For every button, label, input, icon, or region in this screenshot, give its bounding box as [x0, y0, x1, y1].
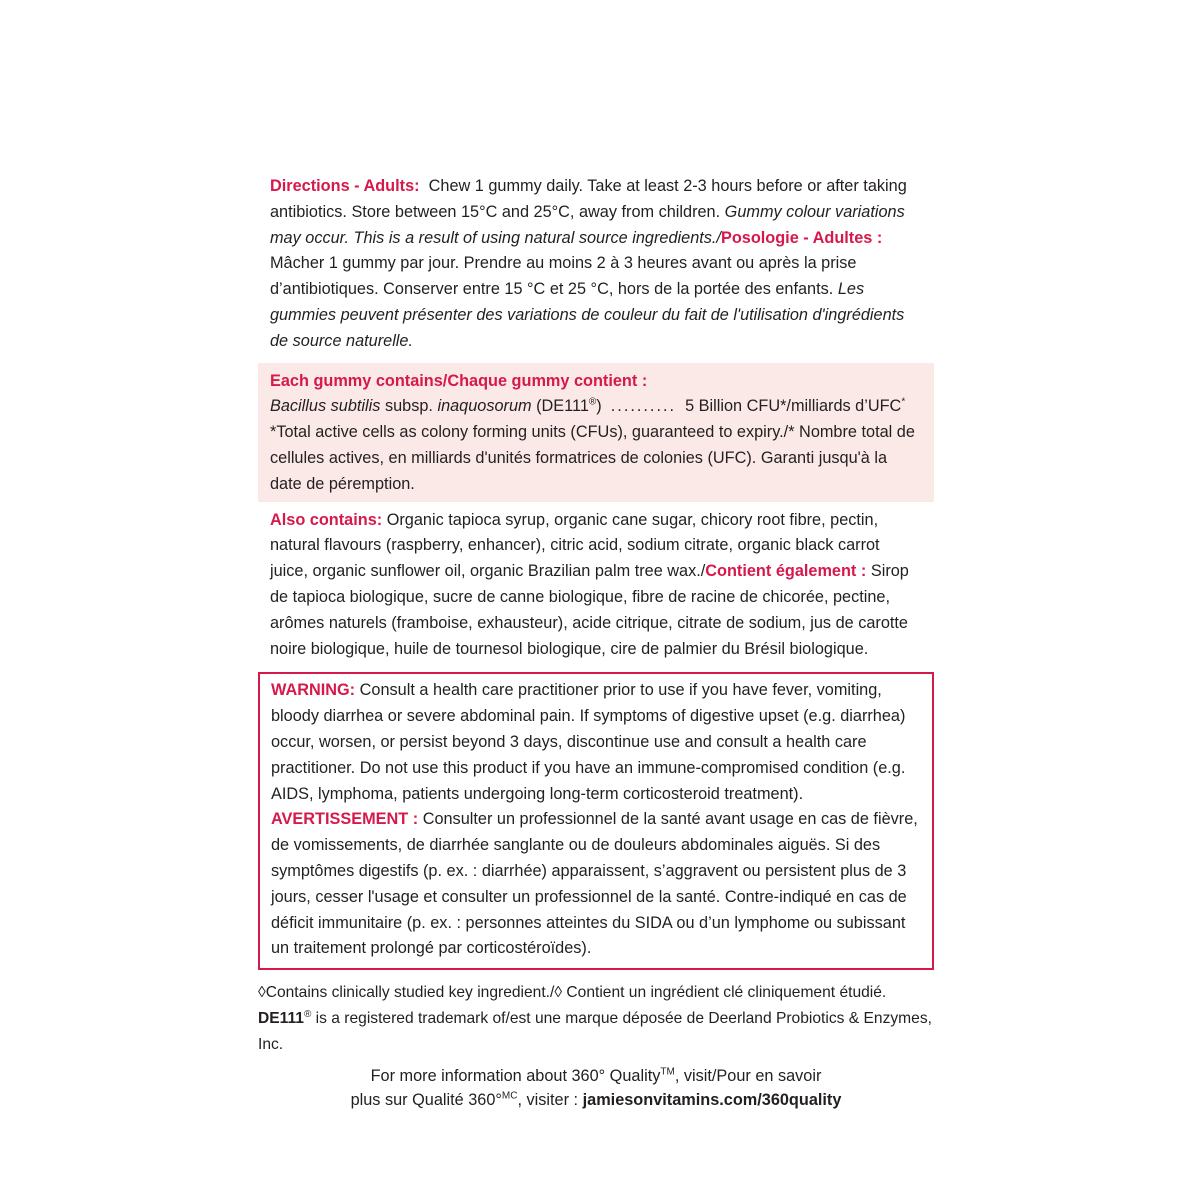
also-contains-heading: Also contains:: [270, 510, 383, 529]
leader-dots: ..........: [610, 397, 677, 416]
ingredient-species: inaquosorum: [437, 397, 532, 416]
posologie-text: Mâcher 1 gummy par jour. Prendre au moins 2 à 3 heures avant ou après la prise d’antibiotiques. Conserver entre 15 °C et 25 °C, hors de la portée des enfants.: [270, 254, 857, 299]
registered-mark: ®: [588, 396, 597, 408]
posologie-italic-note: Les gummies peuvent présenter des variations de couleur du fait de l'utilisation d'ingrédients de source naturelle.: [270, 280, 905, 350]
amount-asterisk: *: [901, 396, 906, 408]
mc-mark: MC: [501, 1090, 518, 1102]
warning-text: Consult a health care practitioner prior to use if you have fever, vomiting, bloody diarrhea or severe abdominal pain. If symptoms of digestive upset (e.g. diarrhea) occur, worsen, or persist beyond 3 days, discontinue use and consult a health care practitioner. Do not use this product if you have an immune-compromised condition (e.g. AIDS, lymphoma, patients undergoing long-term corticosteroid treatment).: [271, 681, 906, 803]
quality-url-link[interactable]: jamiesonvitamins.com/360quality: [582, 1091, 842, 1110]
contents-heading: Each gummy contains/Chaque gummy contient :: [270, 371, 648, 390]
trademark-reg: ®: [303, 1008, 312, 1020]
warning-en: [271, 678, 921, 807]
ingredient-subsp: subsp.: [384, 397, 433, 416]
trademark-name: DE111: [258, 1010, 304, 1028]
contient-text: Sirop de tapioca biologique, sucre de canne biologique, fibre de racine de chicorée, pectine, arômes naturels (framboise, exhausteur), acide citrique, citrate de sodium, jus de carotte noire biologique, huile de tournesol biologique, cire de palmier du Brésil biologique.: [270, 562, 909, 658]
tm-mark: TM: [660, 1066, 675, 1078]
avertissement-text: Consulter un professionnel de la santé avant usage en cas de fièvre, de vomissements, de diarrhée sanglante ou de douleurs abdominales aiguës. Si des symptômes digestifs (p. ex. : diarrhée) apparaissent, s’aggravent ou persistent plus de 3 jours, cesser l'usage et consulter un professionnel de la santé. Contre-indiqué en cas de déficit immunitaire (p. ex. : personnes atteintes du SIDA ou d’un lymphome ou subissant un traitement prolongé par corticostéroïdes).: [271, 810, 918, 958]
gummy-contents-panel: [258, 363, 934, 502]
directions-italic-note: Gummy colour variations may occur. This is a result of using natural source ingredients./: [270, 202, 905, 247]
directions-heading: Directions - Adults:: [270, 177, 420, 195]
directions-section: [258, 170, 934, 359]
footer-line-2: [258, 1088, 934, 1112]
directions-text: Chew 1 gummy daily. Take at least 2-3 hours before or after taking antibiotics. Store between 15°C and 25°C, away from children.: [270, 177, 907, 221]
warning-heading: WARNING:: [271, 681, 356, 700]
warning-fr: [271, 807, 921, 962]
product-label: [258, 170, 934, 1112]
ingredient-amount: 5 Billion CFU*/milliards d’UFC: [685, 397, 902, 416]
footer-line-1-end: , visit/Pour en savoir: [674, 1067, 822, 1086]
footer-line-2-mid: , visiter :: [517, 1091, 583, 1110]
cfu-footnote: *Total active cells as colony forming units (CFUs), guaranteed to expiry./* Nombre total de cellules actives, en milliards d'unités formatrices de colonies (UFC). Garanti jusqu'à la date de péremption.: [270, 423, 915, 493]
quality-footer: [258, 1058, 934, 1112]
warning-box: [258, 672, 934, 970]
posologie-heading: Posologie - Adultes :: [720, 228, 883, 247]
ingredient-genus: Bacillus subtilis: [270, 397, 381, 416]
contient-heading: Contient également :: [705, 562, 867, 581]
ingredient-row: [270, 394, 922, 420]
trademark-text: is a registered trademark of/est une marque déposée de Deerland Probiotics & Enzymes, Inc.: [258, 1010, 932, 1054]
ingredient-strain: (DE111: [536, 397, 589, 416]
notes-section: [258, 970, 934, 1058]
also-contains-section: [258, 502, 934, 669]
footer-line-2-text: plus sur Qualité 360°: [350, 1091, 502, 1110]
footer-line-1: [258, 1064, 934, 1088]
ingredient-strain-close: ): [596, 397, 602, 416]
clinical-note: ◊Contains clinically studied key ingredient./◊ Contient un ingrédient clé cliniquement étudié.: [258, 984, 887, 1002]
avertissement-heading: AVERTISSEMENT :: [271, 810, 419, 829]
trademark-note: [258, 1006, 934, 1058]
footer-line-1-text: For more information about 360° Quality: [370, 1067, 661, 1086]
also-contains-text: Organic tapioca syrup, organic cane sugar, chicory root fibre, pectin, natural flavours (raspberry, enhancer), citric acid, sodium citrate, organic black carrot juice, organic sunflower oil, organic Brazilian palm tree wax./: [270, 510, 880, 581]
